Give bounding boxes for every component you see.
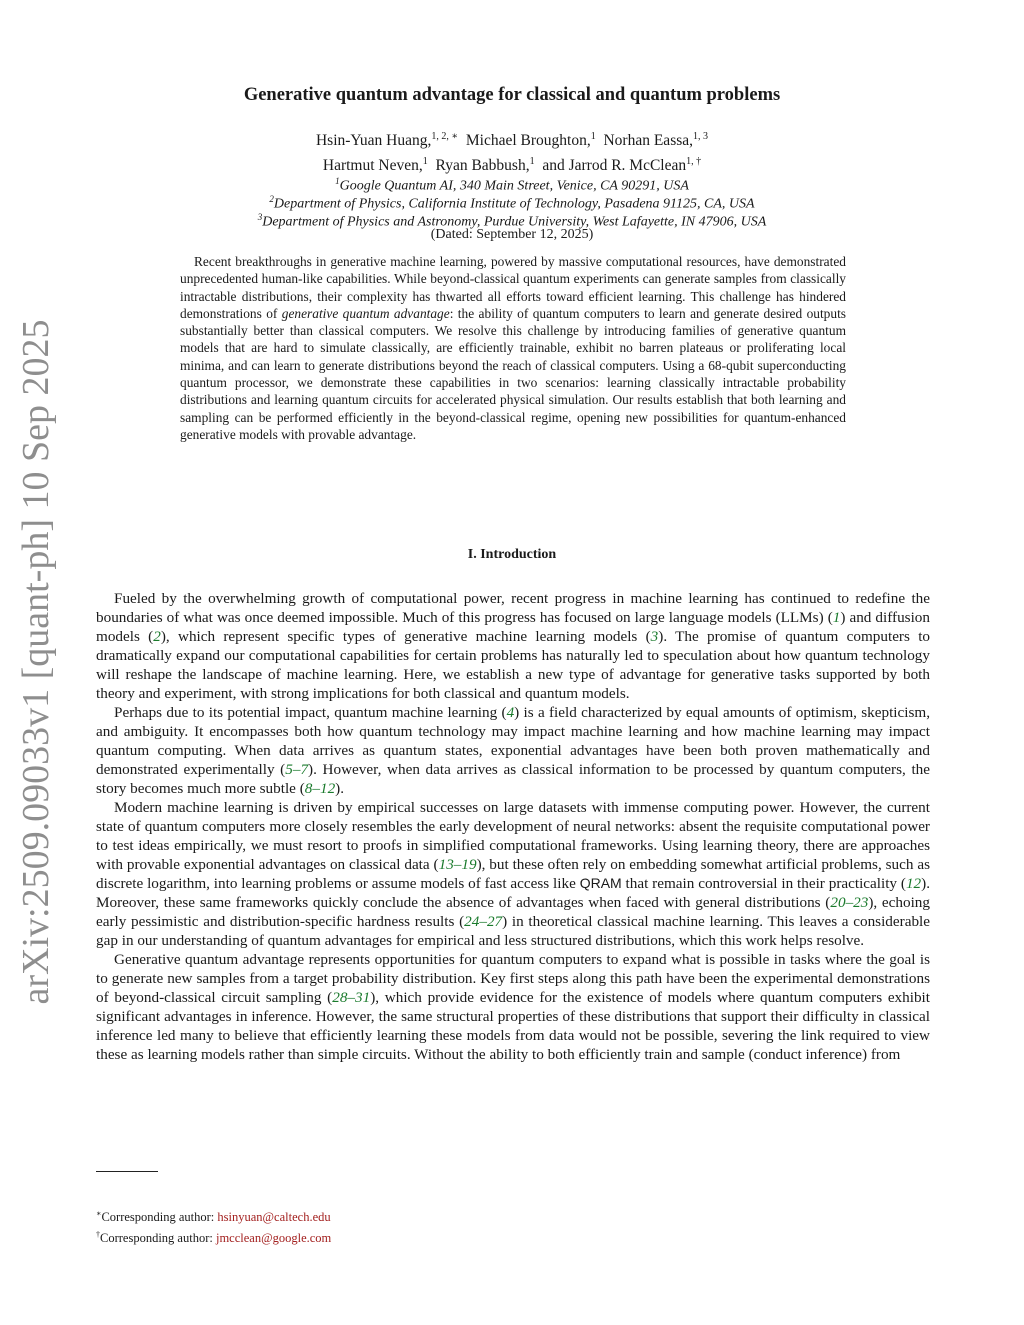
- author-affil-mark: 1: [529, 156, 535, 168]
- author-name: Hsin-Yuan Huang,: [315, 132, 432, 150]
- section-heading: I. Introduction: [467, 547, 557, 562]
- text-run: ), but these often rely on embedding somewhat artificial problems, such as discrete logarithm, into learning problems or assume models of fast access like: [96, 856, 930, 892]
- paragraph-2: [96, 703, 930, 798]
- citation-link[interactable]: 2: [153, 628, 161, 645]
- footnote-mark: ∗: [96, 1209, 102, 1218]
- paper-title: Generative quantum advantage for classical and quantum problems: [243, 85, 781, 105]
- text-run: ) is a field characterized by equal amounts of optimism, skepticism, and ambiguity. It encompasses both how quantum technology may impact machine learning and how machine learning may impact quantum computing. When data arrives as quantum states, exponential advantages have been both proven mathematically and demonstrated experimentally (: [96, 704, 930, 778]
- text-run: Perhaps due to its potential impact, quantum machine learning (: [114, 704, 507, 721]
- text-run: ), which provide evidence for the existence of models where quantum computers exhibit significant advantages in inference. However, the same structural properties of these distributions that support their difficulty in classical inference led many to believe that efficiently learning these models from data would not be possible, severing the link required to view these as learning models rather than simple circuits. Without the ability to both efficiently train and sample (conduct inference) from: [96, 989, 930, 1063]
- citation-link[interactable]: 13–19: [438, 856, 477, 873]
- text-run: ). However, when data arrives as classical information to be processed by quantum computers, the story becomes much more subtle (: [96, 761, 930, 797]
- author-name: Ryan Babbush,: [435, 157, 530, 175]
- paragraph-4: [96, 950, 930, 1064]
- abstract-text: : the ability of quantum computers to learn and generate desired outputs substantially better than classical computers. We resolve this challenge by introducing families of generative quantum models that are hard to simulate classically, are efficiently trainable, exhibit no barren plateaus or proliferating local minima, and can learn to generate distributions beyond the reach of classical computers. Using a 68-qubit superconducting quantum processor, we demonstrate these capabilities in two scenarios: learning classically intractable probability distributions and learning quantum circuits for accelerated physical simulation. Our results establish that both learning and sampling can be performed efficiently in the beyond-classical regime, opening new possibilities for quantum-enhanced generative models with provable advantage.: [180, 305, 847, 442]
- abstract: [180, 253, 846, 443]
- text-run: ). The promise of quantum computers to dramatically expand our computational capabilities for certain problems has naturally led to speculation about how quantum technology will reshape the landscape of machine learning. Here, we establish a new type of advantage for generative tasks supported by both theory and experiment, with strong implications for both classical and quantum models.: [96, 628, 931, 702]
- email-link[interactable]: jmcclean@google.com: [215, 1231, 332, 1246]
- affiliation-number: 1: [335, 176, 340, 186]
- author-name: Hartmut Neven,: [322, 157, 423, 175]
- footnote-1: [96, 1205, 696, 1226]
- footnote-label: Corresponding author:: [100, 1231, 216, 1246]
- citation-link[interactable]: 5–7: [285, 761, 309, 778]
- text-run: ), which represent specific types of generative machine learning models (: [160, 628, 651, 645]
- abstract-text: Recent breakthroughs in generative machine learning, powered by massive computational resources, have demonstrated unprecedented human-like capabilities. While beyond-classical quantum experiments can generate samples from classically intractable distributions, their complexity has thwarted all efforts toward efficient learning. This challenge has hindered demonstrations of: [180, 254, 846, 321]
- email-link[interactable]: hsinyuan@caltech.edu: [217, 1210, 331, 1225]
- body-text: [96, 589, 930, 1064]
- citation-link[interactable]: 12: [905, 875, 922, 892]
- author-list: [96, 126, 928, 176]
- affiliation-text: Department of Physics and Astronomy, Purdue University, West Lafayette, IN 47906, USA: [262, 214, 767, 230]
- author-affil-mark: 1, †: [686, 156, 702, 168]
- abstract-emphasis: generative quantum advantage: [281, 305, 450, 321]
- footnotes: [96, 1205, 696, 1247]
- citation-link[interactable]: 20–23: [830, 894, 869, 911]
- author-name: Norhan Eassa,: [603, 132, 694, 150]
- author-affil-mark: 1: [422, 156, 428, 168]
- paragraph-1: [96, 589, 930, 703]
- dated-line: (Dated: September 12, 2025): [430, 227, 594, 242]
- citation-link[interactable]: 3: [650, 628, 659, 645]
- citation-link[interactable]: 24–27: [464, 913, 503, 930]
- affiliation-number: 2: [269, 194, 274, 204]
- paragraph-3: [96, 798, 930, 950]
- author-name: and Jarrod R. McClean: [542, 157, 687, 175]
- citation-link[interactable]: 4: [506, 704, 515, 721]
- text-run: that remain controversial in their practicality (: [621, 875, 906, 892]
- affiliation-number: 3: [257, 212, 263, 222]
- footnote-label: Corresponding author:: [101, 1210, 218, 1225]
- text-run: Generative quantum advantage represents opportunities for quantum computers to expand what is possible in tasks where the goal is to generate new samples from a target probability distribution. Key first steps along this path have been the experimental demonstrations of beyond-classical circuit sampling (: [96, 951, 930, 1006]
- text-run: Modern machine learning is driven by empirical successes on large datasets with immense computing power. However, the current state of quantum computers more closely resembles the early development of neural networks: absent the requisite computational power to test ideas empirically, we must resort to proofs in simplified computational frameworks. Using learning theory, there are approaches with provable exponential advantages on classical data (: [96, 799, 930, 873]
- text-run: ) in theoretical classical machine learning. This leaves a considerable gap in our understanding of quantum advantages for empirical and less structured distributions, which this work helps resolve.: [96, 913, 930, 949]
- qram-term: QRAM: [579, 875, 622, 891]
- text-run: Fueled by the overwhelming growth of computational power, recent progress in machine learning has continued to redefine the boundaries of what was once deemed impossible. Much of this progress has focused on large language models (LLMs) (: [96, 590, 930, 626]
- affiliation-text: Google Quantum AI, 340 Main Street, Venice, CA 90291, USA: [339, 178, 689, 194]
- author-affil-mark: 1, 3: [693, 131, 709, 142]
- author-line-1: [96, 126, 928, 151]
- footnote-2: [96, 1226, 696, 1247]
- author-affil-mark: 1: [590, 131, 596, 142]
- arxiv-stamp: [14, 0, 58, 1325]
- text-run: ). Moreover, these same frameworks quickly conclude the absence of advantages when faced with general distributions (: [96, 875, 930, 911]
- arxiv-id: arXiv:2509.09033v1 [quant-ph] 10 Sep 2025: [15, 319, 57, 1005]
- footnote-rule: [96, 1171, 158, 1172]
- text-run: ) and diffusion models (: [96, 609, 930, 645]
- text-run: ), echoing early pessimistic and distribution-specific hardness results (: [96, 894, 930, 930]
- citation-link[interactable]: 8–12: [304, 780, 336, 797]
- citation-link[interactable]: 28–31: [332, 989, 371, 1006]
- author-name: Michael Broughton,: [465, 132, 591, 150]
- footnote-mark: †: [96, 1230, 100, 1240]
- citation-link[interactable]: 1: [832, 609, 841, 626]
- affiliation-text: Department of Physics, California Institute of Technology, Pasadena 91125, CA, USA: [273, 196, 755, 212]
- text-run: ).: [335, 780, 345, 797]
- author-affil-mark: 1, 2, ∗: [431, 131, 459, 142]
